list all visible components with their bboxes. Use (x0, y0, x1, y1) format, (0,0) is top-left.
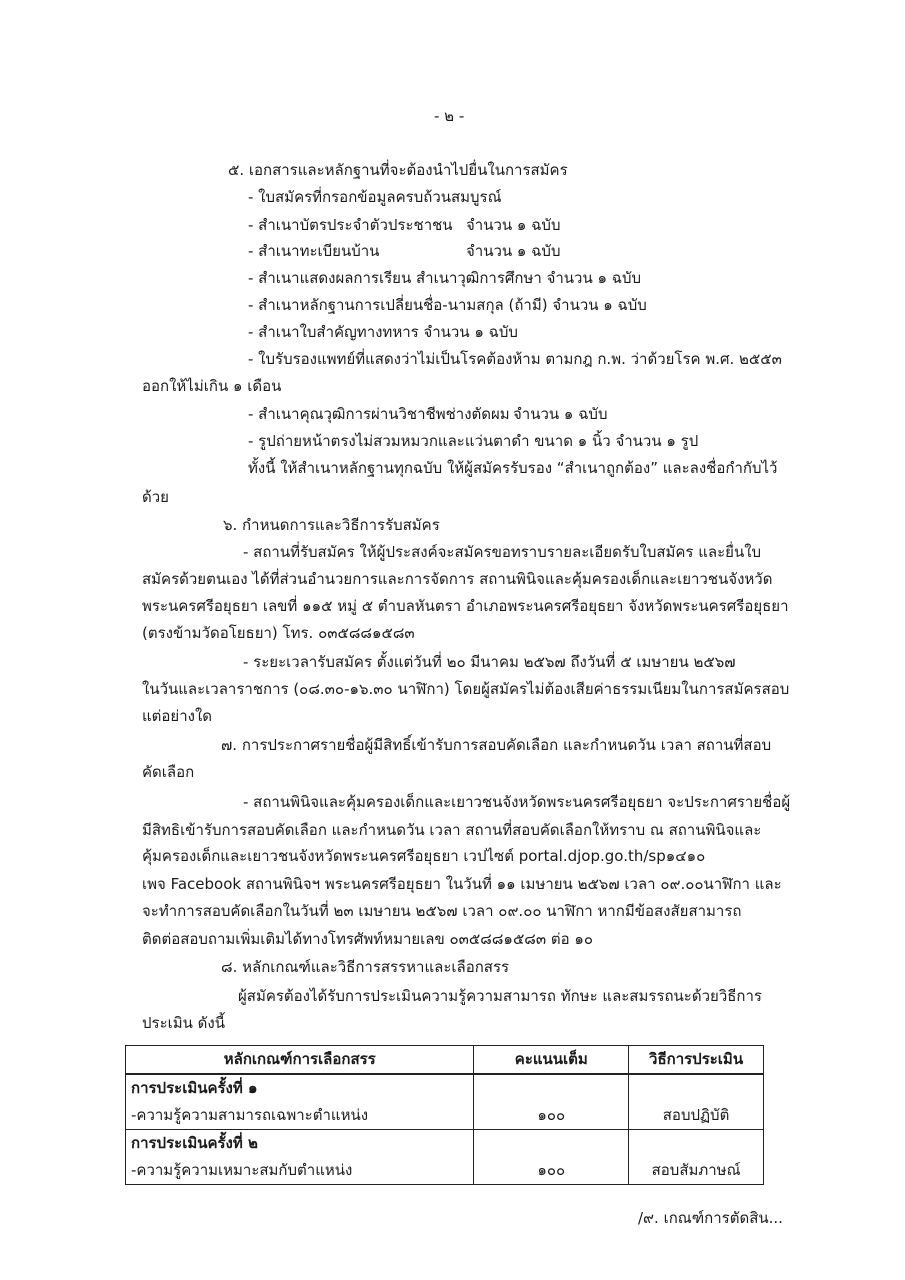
section8-heading: ๘. หลักเกณฑ์และวิธีการสรรหาและเลือกสรร (221, 958, 510, 976)
section7-line: จะทำการสอบคัดเลือกในวันที่ ๒๓ เมษายน ๒๕๖๗ เวลา ๐๙.๐๐ นาฬิกา หากมีข้อสงสัยสามารถ (142, 902, 742, 920)
section6-line: พระนครศรีอยุธยา เลขที่ ๑๑๕ หมู่ ๕ ตำบลหันตรา อำเภอพระนครศรีอยุธยา จังหวัดพระนครศรีอยุธยา (142, 597, 789, 615)
item-label: - สำเนาคุณวุฒิการผ่านวิชาชีพช่างตัดผม (248, 405, 510, 423)
method-cell: สอบปฏิบัติ (629, 1102, 764, 1130)
section6-line: - ระยะเวลารับสมัคร ตั้งแต่วันที่ ๒๐ มีนาคม ๒๕๖๗ ถึงวันที่ ๕ เมษายน ๒๕๖๗ (243, 653, 736, 671)
section6-line: - สถานที่รับสมัคร ให้ผู้ประสงค์จะสมัครขอทราบรายละเอียดรับใบสมัคร และยื่นใบ (243, 543, 762, 561)
section7-line: คุ้มครองเด็กและเยาวชนจังหวัดพระนครศรีอยุธยา เวปไซต์ portal.djop.go.th/sp๑๔๑๐ (142, 847, 706, 865)
table-header-row (126, 1046, 764, 1075)
criterion-cell: -ความรู้ความสามารถเฉพาะตำแหน่ง (126, 1102, 474, 1130)
table-row (126, 1074, 764, 1102)
section7-heading-continued: คัดเลือก (142, 763, 195, 781)
section5-item: - ใบสมัครที่กรอกข้อมูลครบถ้วนสมบูรณ์ (248, 188, 502, 206)
section6-line: ในวันและเวลาราชการ (๐๘.๓๐-๑๖.๓๐ นาฬิกา) โดยผู้สมัครไม่ต้องเสียค่าธรรมเนียมในการสมัครสอบ (142, 680, 790, 698)
section5-item: - สำเนาใบสำคัญทางทหาร จำนวน ๑ ฉบับ (248, 323, 518, 341)
column-header: วิธีการประเมิน (629, 1046, 764, 1075)
section6-line: (ตรงข้ามวัดอโยธยา) โทร. ๐๓๕๘๘๑๕๘๓ (142, 624, 415, 642)
section7-line: - สถานพินิจและคุ้มครองเด็กและเยาวชนจังหวัดพระนครศรีอยุธยา จะประกาศรายชื่อผู้ (243, 793, 791, 811)
criterion-cell: -ความรู้ความเหมาะสมกับตำแหน่ง (126, 1157, 474, 1185)
section7-line: เพจ Facebook สถานพินิจฯ พระนครศรีอยุธยา ในวันที่ ๑๑ เมษายน ๒๕๖๗ เวลา ๐๙.๐๐นาฬิกา และ (142, 875, 782, 893)
section7-line: มีสิทธิเข้ารับการสอบคัดเลือก และกำหนดวัน เวลา สถานที่สอบคัดเลือกให้ทราบ ณ สถานพินิจและ (142, 821, 762, 839)
section7-line: ติดต่อสอบถามเพิ่มเติมได้ทางโทรศัพท์หมายเลข ๐๓๕๘๘๑๕๘๓ ต่อ ๑๐ (142, 930, 594, 948)
score-cell: ๑๐๐ (474, 1157, 629, 1185)
section5-item: - ใบรับรองแพทย์ที่แสดงว่าไม่เป็นโรคต้องห้าม ตามกฎ ก.พ. ว่าด้วยโรค พ.ศ. ๒๕๕๓ (248, 350, 782, 368)
section6-heading: ๖. กำหนดการและวิธีการรับสมัคร (223, 516, 440, 534)
section5-note: ทั้งนี้ ให้สำเนาหลักฐานทุกฉบับ ให้ผู้สมัครรับรอง “สำเนาถูกต้อง” และลงชื่อกำกับไว้ (248, 459, 778, 477)
section5-item-continued: ออกให้ไม่เกิน ๑ เดือน (142, 377, 282, 395)
item-label: - สำเนาบัตรประจำตัวประชาชน (248, 216, 453, 234)
column-header: หลักเกณฑ์การเลือกสรร (126, 1046, 474, 1075)
item-qty: จำนวน ๑ ฉบับ (466, 242, 561, 260)
section8-line: ผู้สมัครต้องได้รับการประเมินความรู้ความสามารถ ทักษะ และสมรรถนะด้วยวิธีการ (238, 987, 762, 1005)
continuation-note: /๙. เกณฑ์การตัดสิน... (638, 1209, 783, 1227)
section5-item: - สำเนาแสดงผลการเรียน สำเนาวุฒิการศึกษา จำนวน ๑ ฉบับ (248, 269, 642, 287)
section5-item (248, 215, 560, 235)
page-number: - ๒ - (434, 107, 465, 125)
column-header: คะแนนเต็ม (474, 1046, 629, 1075)
section5-item: - สำเนาหลักฐานการเปลี่ยนชื่อ-นามสกุล (ถ้ามี) จำนวน ๑ ฉบับ (248, 296, 647, 314)
table-cell (474, 1074, 629, 1102)
round-title: การประเมินครั้งที่ ๑ (126, 1074, 474, 1102)
item-label: - สำเนาทะเบียนบ้าน (248, 242, 380, 260)
selection-criteria-table (125, 1045, 764, 1185)
section5-item (248, 241, 560, 261)
round-title: การประเมินครั้งที่ ๒ (126, 1130, 474, 1158)
section5-note-continued: ด้วย (142, 488, 169, 506)
section6-line: สมัครด้วยตนเอง ได้ที่ส่วนอำนวยการและการจัดการ สถานพินิจและคุ้มครองเด็กและเยาวชนจังหวัด (142, 570, 773, 588)
section8-line: ประเมิน ดังนี้ (142, 1014, 225, 1032)
method-cell: สอบสัมภาษณ์ (629, 1157, 764, 1185)
table-cell (629, 1074, 764, 1102)
table-cell (629, 1130, 764, 1158)
score-cell: ๑๐๐ (474, 1102, 629, 1130)
section5-item (248, 404, 607, 424)
section5-item: - รูปถ่ายหน้าตรงไม่สวมหมวกและแว่นตาดำ ขนาด ๑ นิ้ว จำนวน ๑ รูป (248, 432, 699, 450)
table-row (126, 1157, 764, 1185)
section6-line: แต่อย่างใด (142, 707, 213, 725)
table-row (126, 1130, 764, 1158)
section5-heading: ๕. เอกสารและหลักฐานที่จะต้องนำไปยื่นในการสมัคร (228, 161, 568, 179)
section7-heading: ๗. การประกาศรายชื่อผู้มีสิทธิ์เข้ารับการสอบคัดเลือก และกำหนดวัน เวลา สถานที่สอบ (221, 736, 772, 754)
table-row (126, 1102, 764, 1130)
item-qty: จำนวน ๑ ฉบับ (513, 405, 608, 423)
item-qty: จำนวน ๑ ฉบับ (466, 216, 561, 234)
table-cell (474, 1130, 629, 1158)
